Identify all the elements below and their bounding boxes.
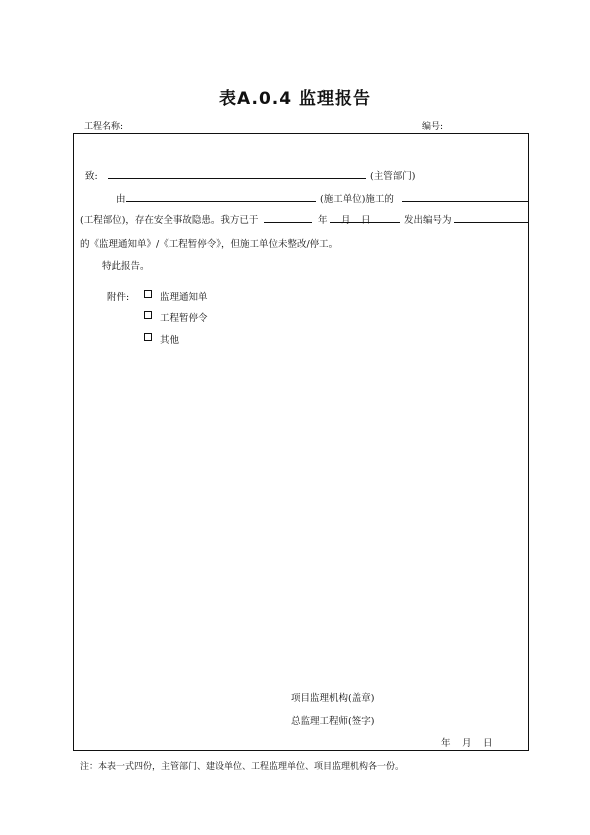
to-department-field[interactable] — [108, 178, 366, 179]
attachment-label-other: 其他 — [160, 335, 180, 346]
issue-year-field[interactable] — [264, 222, 312, 223]
from-label: 由 — [116, 194, 126, 205]
special-report-text: 特此报告。 — [102, 261, 150, 272]
attachment-checkbox-other[interactable] — [144, 333, 152, 341]
attachment-label-notice: 监理通知单 — [160, 292, 208, 303]
to-suffix: (主管部门) — [370, 171, 416, 182]
issue-number-label: 发出编号为 — [404, 215, 452, 226]
from-suffix: (施工单位)施工的 — [320, 194, 394, 205]
day-label: 日 — [361, 215, 371, 226]
chief-engineer-signature-label: 总监理工程师(签字) — [291, 716, 375, 727]
month-label: 月 — [341, 215, 351, 226]
attachment-label-suspension: 工程暂停令 — [160, 313, 208, 324]
footnote: 注：本表一式四份，主管部门、建设单位、工程监理单位、项目监理机构各一份。 — [80, 762, 405, 772]
number-label: 编号: — [422, 122, 444, 132]
sign-date-month: 月 — [462, 738, 472, 749]
year-label: 年 — [318, 215, 328, 226]
sign-date-day: 日 — [483, 738, 493, 749]
line3-prefix: (工程部位)，存在安全事故隐患。我方已于 — [80, 215, 259, 226]
line4-text: 的《监理通知单》/《工程暂停令》，但施工单位未整改/停工。 — [80, 239, 339, 250]
page-title: 表A.0.4 监理报告 — [219, 89, 371, 109]
attachment-checkbox-suspension[interactable] — [144, 311, 152, 319]
issue-date-field[interactable] — [330, 222, 400, 223]
construction-unit-field[interactable] — [126, 201, 316, 202]
attachment-checkbox-notice[interactable] — [144, 290, 152, 298]
construction-part-field[interactable] — [402, 201, 528, 202]
to-label: 致: — [85, 171, 98, 182]
sign-date-year: 年 — [441, 738, 451, 749]
supervision-org-seal-label: 项目监理机构(盖章) — [291, 693, 375, 704]
attachments-label: 附件: — [107, 292, 130, 303]
issue-number-field[interactable] — [454, 222, 528, 223]
project-name-label: 工程名称: — [84, 122, 124, 132]
